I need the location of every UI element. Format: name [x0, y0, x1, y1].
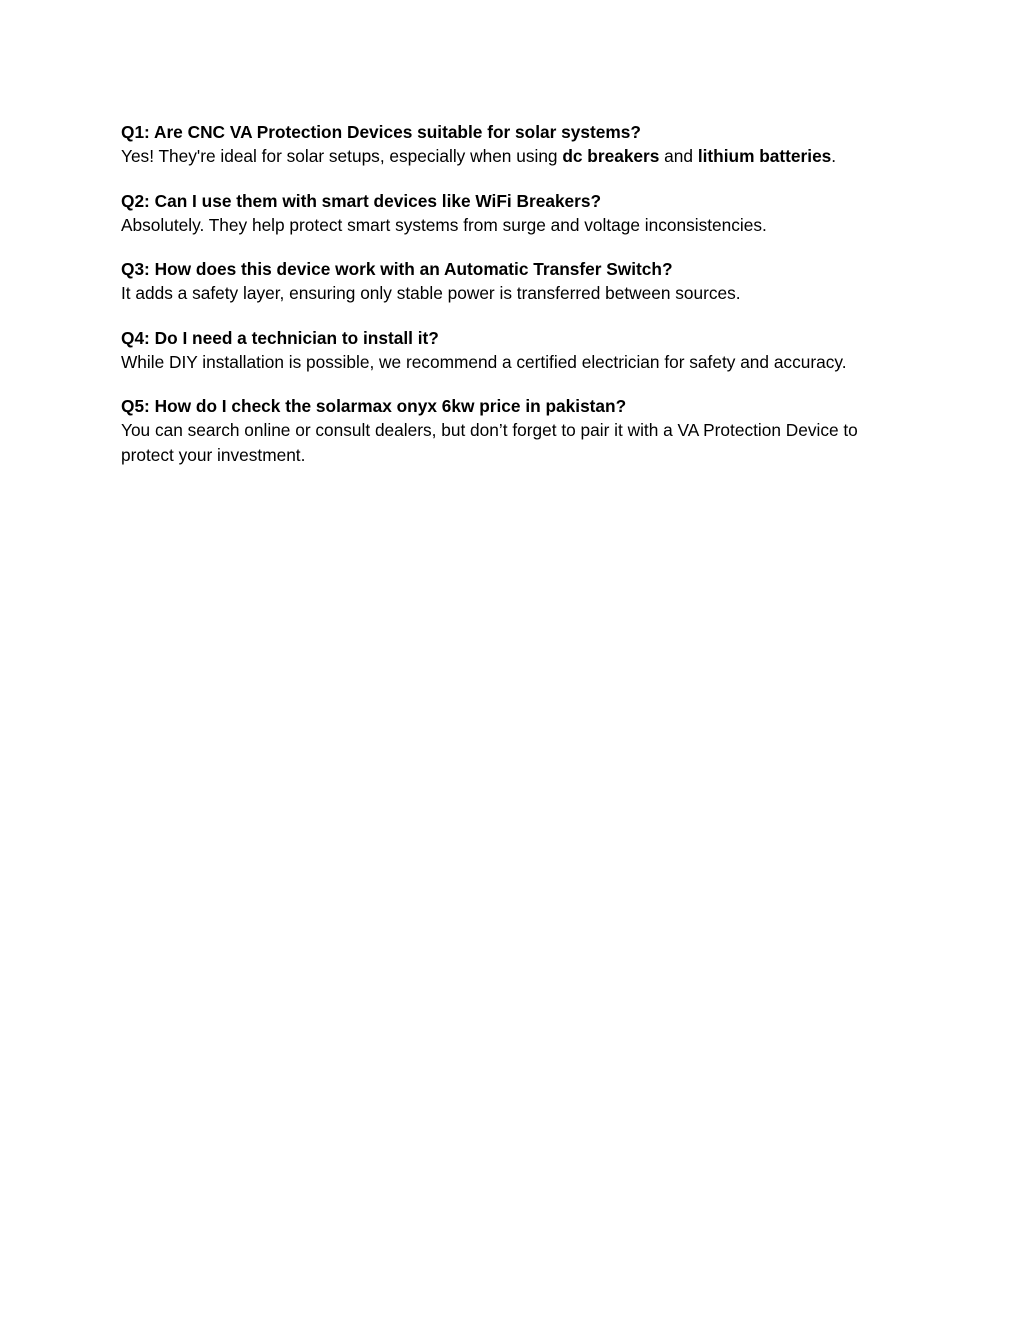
- faq-item-1: [121, 120, 911, 169]
- faq-item-5: [121, 394, 911, 467]
- faq-question: Q5: How do I check the solarmax onyx 6kw price in pakistan?: [121, 396, 627, 416]
- answer-bold-term: lithium batteries: [697, 146, 832, 166]
- answer-text: While DIY installation is possible, we recommend a certified electrician for safety and accuracy.: [121, 351, 847, 372]
- faq-answer: [121, 281, 911, 306]
- faq-item-4: [121, 326, 911, 375]
- faq-answer: [121, 213, 911, 238]
- answer-bold-term: dc breakers: [562, 146, 660, 166]
- faq-question: Q4: Do I need a technician to install it?: [121, 327, 439, 348]
- faq-question: Q1: Are CNC VA Protection Devices suitable for solar systems?: [121, 122, 641, 142]
- faq-question: Q3: How does this device work with an Automatic Transfer Switch?: [121, 259, 673, 279]
- faq-answer: [121, 144, 911, 169]
- answer-text: Yes! They're ideal for solar setups, especially when using: [121, 146, 563, 166]
- faq-answer: [121, 418, 911, 467]
- faq-item-3: [121, 257, 911, 306]
- faq-list: [121, 120, 911, 487]
- faq-answer: [121, 350, 911, 375]
- answer-text: Absolutely. They help protect smart systems from surge and voltage inconsistencies.: [121, 214, 767, 235]
- answer-text: and: [659, 146, 698, 166]
- faq-question: Q2: Can I use them with smart devices like WiFi Breakers?: [121, 190, 602, 211]
- faq-item-2: [121, 189, 911, 238]
- answer-text: It adds a safety layer, ensuring only stable power is transferred between sources.: [121, 283, 741, 303]
- answer-text: You can search online or consult dealers, but don’t forget to pair it with a VA Protection Device to protect your investment.: [121, 420, 858, 465]
- answer-text: .: [831, 146, 837, 166]
